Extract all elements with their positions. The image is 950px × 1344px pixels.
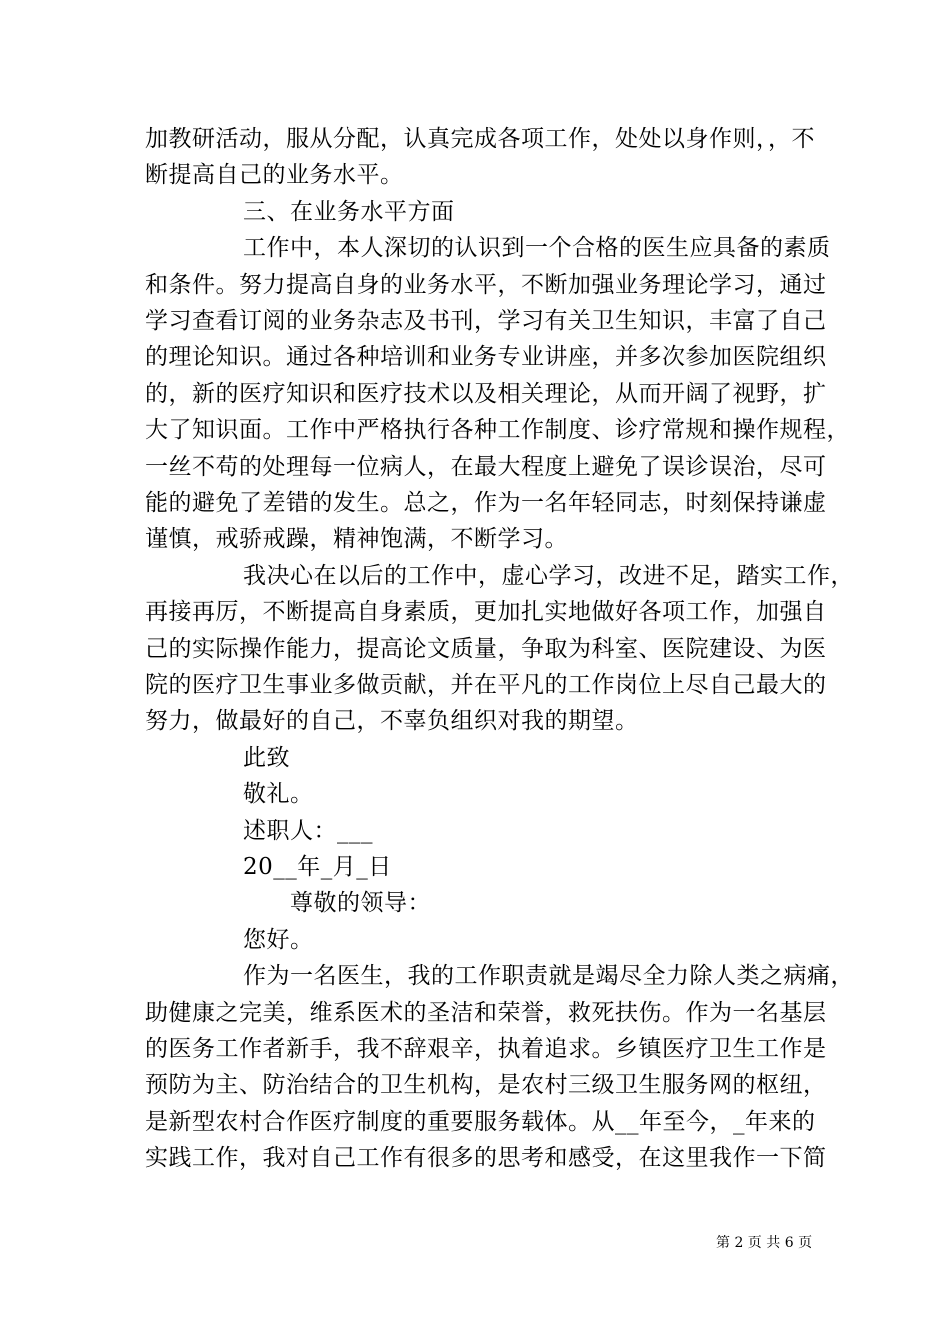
text-line: 我决心在以后的工作中，虚心学习，改进不足，踏实工作， xyxy=(243,563,854,589)
text-line: 院的医疗卫生事业多做贡献，并在平凡的工作岗位上尽自己最大的 xyxy=(145,672,827,698)
closing-salutation: 此致 xyxy=(243,745,290,771)
text-line: 大了知识面。工作中严格执行各种工作制度、诊疗常规和操作规程， xyxy=(145,417,850,443)
text-line: 加教研活动，服从分配，认真完成各项工作，处处以身作则，，不 xyxy=(145,126,815,152)
signature-line: 述职人：___ xyxy=(243,818,373,844)
text-line: 预防为主、防治结合的卫生机构，是农村三级卫生服务网的枢纽， xyxy=(145,1072,827,1098)
greeting-line: 尊敬的领导： xyxy=(290,890,431,916)
closing-regards: 敬礼。 xyxy=(243,781,314,807)
text-line: 能的避免了差错的发生。总之，作为一名年轻同志，时刻保持谦虚 xyxy=(145,490,827,516)
date-line: 20__年_月_日 xyxy=(243,854,392,880)
text-line: 学习查看订阅的业务杂志及书刊，学习有关卫生知识，丰富了自己 xyxy=(145,308,827,334)
text-line: 谨慎，戒骄戒躁，精神饱满，不断学习。 xyxy=(145,526,568,552)
text-line: 努力，做最好的自己，不辜负组织对我的期望。 xyxy=(145,708,639,734)
text-line: 是新型农村合作医疗制度的重要服务载体。从__年至今，_年来的 xyxy=(145,1109,816,1135)
text-line: 一丝不苟的处理每一位病人，在最大程度上避免了误诊误治，尽可 xyxy=(145,454,827,480)
text-line: 工作中，本人深切的认识到一个合格的医生应具备的素质 xyxy=(243,235,831,261)
text-line: 的，新的医疗知识和医疗技术以及相关理论，从而开阔了视野，扩 xyxy=(145,381,827,407)
text-line: 再接再厉，不断提高自身素质，更加扎实地做好各项工作，加强自 xyxy=(145,599,827,625)
text-line: 实践工作，我对自己工作有很多的思考和感受，在这里我作一下简 xyxy=(145,1145,827,1171)
text-line: 的理论知识。通过各种培训和业务专业讲座，并多次参加医院组织 xyxy=(145,344,827,370)
text-line: 助健康之完美，维系医术的圣洁和荣誉，救死扶伤。作为一名基层 xyxy=(145,1000,827,1026)
text-line: 作为一名医生，我的工作职责就是竭尽全力除人类之病痛， xyxy=(243,963,854,989)
text-line: 和条件。努力提高自身的业务水平，不断加强业务理论学习，通过 xyxy=(145,272,827,298)
greeting-line: 您好。 xyxy=(243,927,314,953)
page-number: 第 2 页 共 6 页 xyxy=(716,1235,813,1251)
text-line: 己的实际操作能力，提高论文质量，争取为科室、医院建设、为医 xyxy=(145,636,827,662)
text-line: 的医务工作者新手，我不辞艰辛，执着追求。乡镇医疗卫生工作是 xyxy=(145,1036,827,1062)
text-line: 断提高自己的业务水平。 xyxy=(145,162,404,188)
section-heading: 三、在业务水平方面 xyxy=(243,199,455,225)
